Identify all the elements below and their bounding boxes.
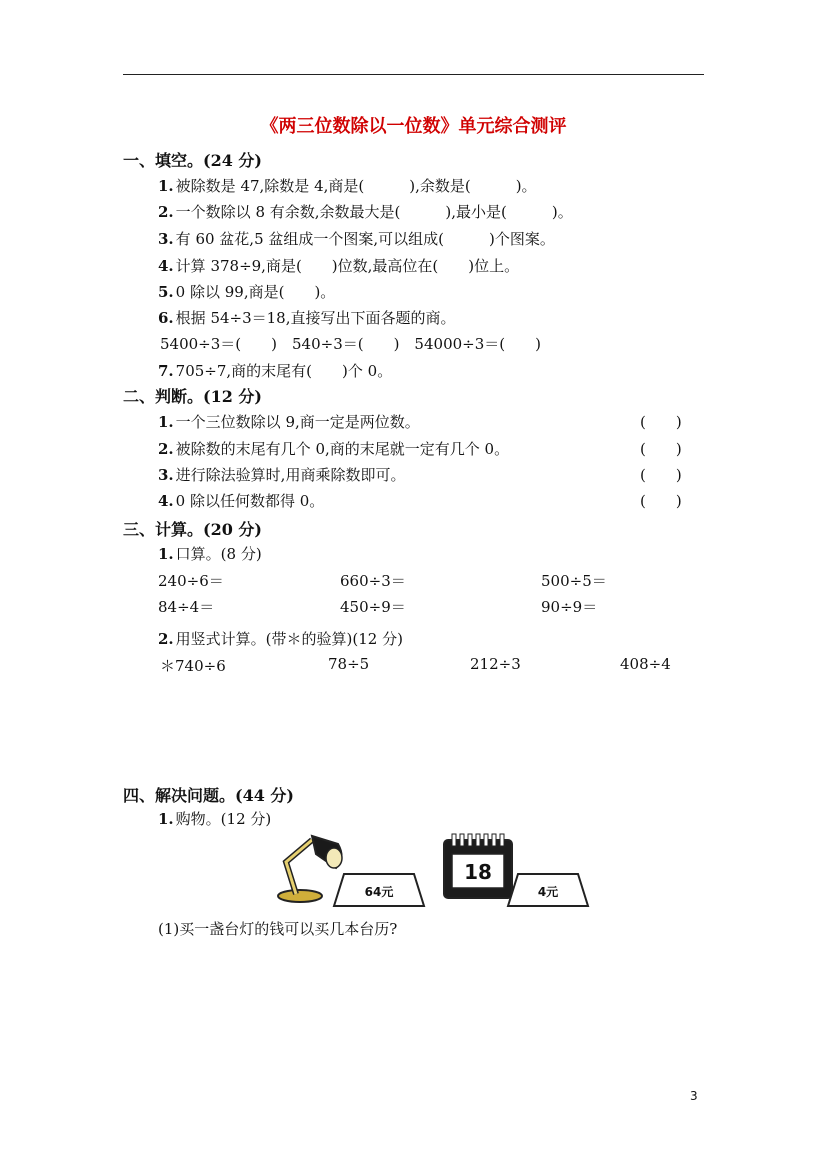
lamp-price-tag <box>332 872 426 908</box>
section1-heading: 一、填空。(24 分) <box>123 151 262 170</box>
q-text: 705÷7,商的末尾有( )个 0。 <box>175 362 393 380</box>
lamp-price: 64元 <box>364 885 394 899</box>
q-text: 用竖式计算。(带＊的验算)(12 分) <box>175 630 403 648</box>
shopping-question-1: (1)买一盏台灯的钱可以买几本台历? <box>158 920 398 938</box>
page-number: 3 <box>690 1089 698 1103</box>
q-number: 3. <box>158 230 174 248</box>
s2-question-4 <box>158 490 324 511</box>
judge-paren-1: ( ) <box>640 413 682 431</box>
q-number: 3. <box>158 466 174 484</box>
judge-paren-2: ( ) <box>640 440 682 458</box>
s2-question-3 <box>158 464 405 485</box>
q-text: 有 60 盆花,5 盆组成一个图案,可以组成( )个图案。 <box>175 230 555 248</box>
oral-problem: 660÷3＝ <box>340 572 406 590</box>
q-number: 4. <box>158 492 174 510</box>
q-text: 计算 378÷9,商是( )位数,最高位在( )位上。 <box>175 257 520 275</box>
q-number: 2. <box>158 630 174 648</box>
vertical-problem: 408÷4 <box>620 655 671 673</box>
vertical-problem: 78÷5 <box>328 655 370 673</box>
q-number: 6. <box>158 309 174 327</box>
q-text: 0 除以 99,商是( )。 <box>175 283 336 301</box>
q-number: 2. <box>158 203 174 221</box>
oral-calc-label <box>158 543 262 564</box>
judge-paren-4: ( ) <box>640 492 682 510</box>
s1-question-1 <box>158 175 537 196</box>
q-number: 1. <box>158 545 174 563</box>
s2-question-2 <box>158 438 509 459</box>
page-title: 《两三位数除以一位数》单元综合测评 <box>260 116 567 137</box>
s1-question-4 <box>158 255 519 276</box>
s1-question-7 <box>158 360 392 381</box>
oral-problem: 240÷6＝ <box>158 572 224 590</box>
q-text: 购物。(12 分) <box>175 810 272 828</box>
q-text: 根据 54÷3＝18,直接写出下面各题的商。 <box>175 309 456 327</box>
q-text: 一个三位数除以 9,商一定是两位数。 <box>175 413 420 431</box>
oral-problem: 84÷4＝ <box>158 598 215 616</box>
q-number: 5. <box>158 283 174 301</box>
s1-question-2 <box>158 201 573 222</box>
q-number: 2. <box>158 440 174 458</box>
header-rule <box>123 74 704 75</box>
q-text: 口算。(8 分) <box>175 545 262 563</box>
vertical-calc-label <box>158 628 403 649</box>
q-text: 进行除法验算时,用商乘除数即可。 <box>175 466 406 484</box>
s1-question-6 <box>158 307 456 328</box>
s1-question-6-subitems <box>158 333 541 354</box>
shopping-label <box>158 808 271 829</box>
s1-question-3 <box>158 228 555 249</box>
q-text: 5400÷3＝( ) 540÷3＝( ) 54000÷3＝( ) <box>160 335 541 353</box>
vertical-problem: 212÷3 <box>470 655 521 673</box>
oral-problem: 90÷9＝ <box>541 598 598 616</box>
q-number: 1. <box>158 177 174 195</box>
calendar-price-tag <box>506 872 590 908</box>
oral-problem: 500÷5＝ <box>541 572 607 590</box>
vertical-problem: ＊740÷6 <box>160 657 226 675</box>
s1-question-5 <box>158 281 335 302</box>
q-number: 1. <box>158 413 174 431</box>
q-number: 1. <box>158 810 174 828</box>
q-number: 4. <box>158 257 174 275</box>
q-text: 0 除以任何数都得 0。 <box>175 492 325 510</box>
q-number: 7. <box>158 362 174 380</box>
calendar-price: 4元 <box>537 885 559 899</box>
judge-paren-3: ( ) <box>640 466 682 484</box>
oral-problem: 450÷9＝ <box>340 598 406 616</box>
section3-heading: 三、计算。(20 分) <box>123 520 262 539</box>
q-text: 一个数除以 8 有余数,余数最大是( ),最小是( )。 <box>175 203 573 221</box>
section2-heading: 二、判断。(12 分) <box>123 387 262 406</box>
q-text: 被除数的末尾有几个 0,商的末尾就一定有几个 0。 <box>175 440 510 458</box>
s2-question-1 <box>158 411 420 432</box>
q-text: 被除数是 47,除数是 4,商是( ),余数是( )。 <box>175 177 537 195</box>
section4-heading: 四、解决问题。(44 分) <box>123 786 294 805</box>
calendar-number: 18 <box>464 860 492 884</box>
